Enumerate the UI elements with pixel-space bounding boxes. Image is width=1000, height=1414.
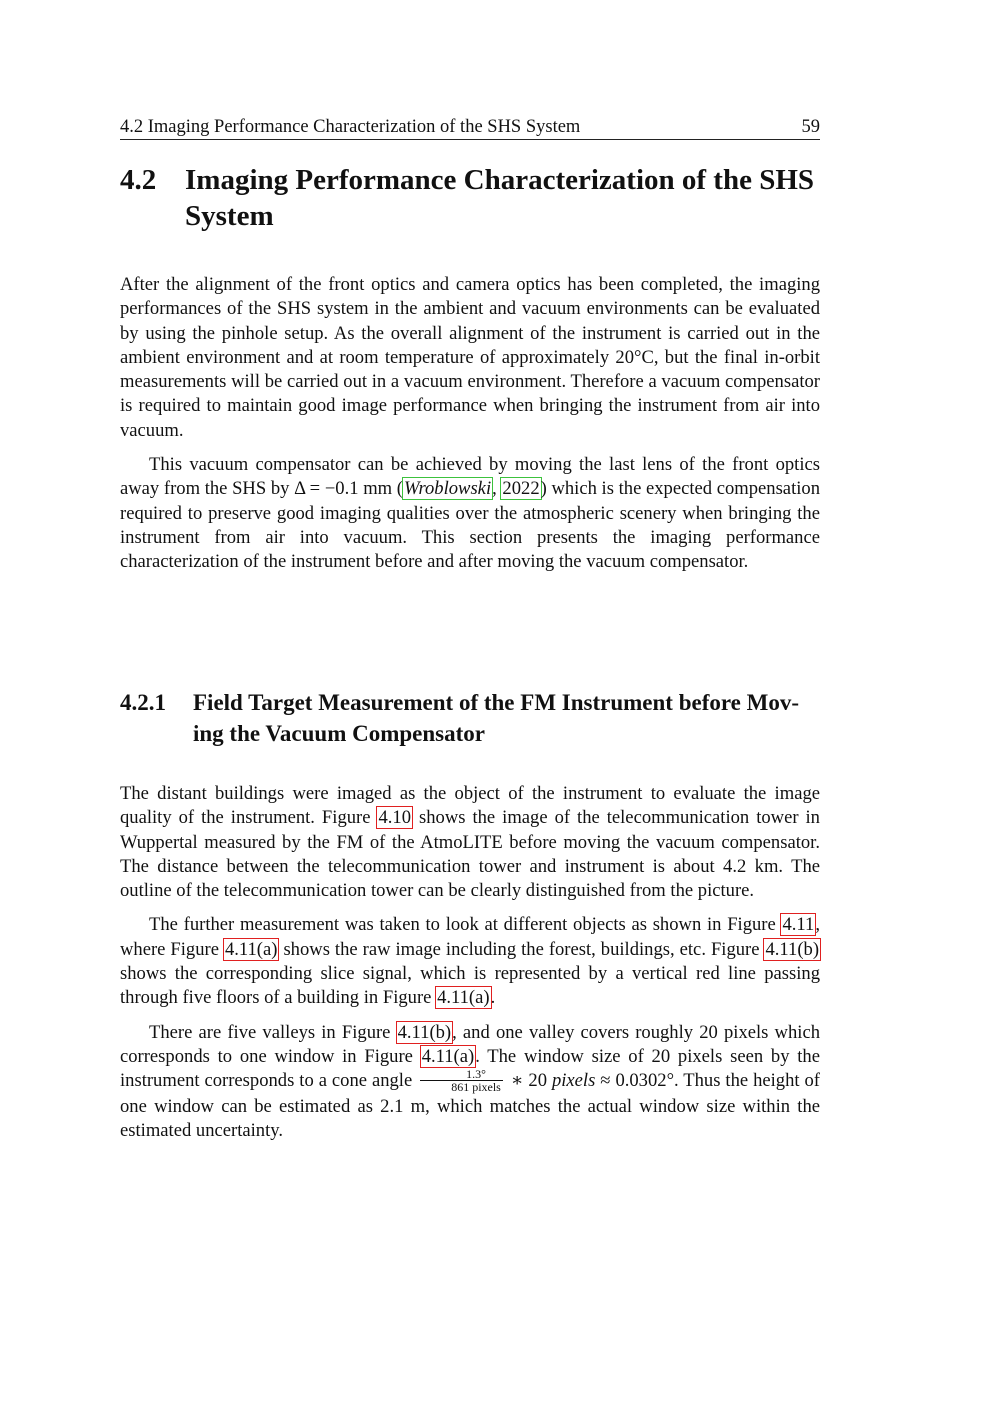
text-run: , where Figure (120, 914, 820, 960)
figure-link-4-10[interactable]: 4.10 (378, 807, 412, 829)
text-run: There are five valleys in Figure (149, 1021, 397, 1043)
running-header (120, 116, 820, 140)
citation-link-author[interactable]: Wroblowski (403, 478, 492, 500)
text-run: ) which is the expected compensation required to preserve good imaging qualities over the atmospheric scenery when bringing the instrument from air into vacuum. This section presents the imaging performance characterization of the instrument before and after moving the vacuum compensator. (120, 478, 820, 573)
text-run: ∗ 20 (505, 1070, 552, 1092)
subsection-paragraph-2 (120, 913, 820, 1010)
subsection-number: 4.2.1 (120, 690, 166, 715)
text-run: shows the corresponding slice signal, which is represented by a vertical red line passing through five floors of a building in Figure (120, 963, 820, 1009)
text-run: The distant buildings were imaged as the object of the instrument to evaluate the image quality of the instrument. Figure (120, 783, 820, 829)
text-run: shows the raw image including the forest, buildings, etc. Figure (278, 938, 765, 960)
running-header-title: 4.2 Imaging Performance Characterization of the SHS System (120, 117, 581, 137)
pixels-variable: pixels (551, 1070, 596, 1092)
subsection-title: Field Target Measurement of the FM Instrument before Moving the Vacuum Compensator (193, 690, 799, 746)
page-number: 59 (801, 117, 820, 137)
cone-angle-fraction (420, 1068, 503, 1093)
text-run: ≈ 0.0302°. Thus the height of one window can be estimated as 2.1 m, which matches the actual window size within the estimated uncertainty. (120, 1070, 820, 1141)
text-run: . (490, 987, 496, 1009)
figure-link-4-11b[interactable]: 4.11(b) (765, 938, 820, 960)
figure-link-4-11a[interactable]: 4.11(a) (224, 938, 278, 960)
subsection-paragraph-1 (120, 782, 820, 903)
section-body (120, 273, 820, 575)
fraction-numerator: 1.3° (420, 1068, 503, 1081)
figure-link-4-11a[interactable]: 4.11(a) (421, 1045, 475, 1067)
subsection-paragraph-3 (120, 1021, 820, 1143)
subsection-heading (120, 688, 820, 749)
section-paragraph-2 (120, 453, 820, 574)
section-title: Imaging Performance Characterization of the SHS System (185, 164, 815, 232)
text-run: , (492, 478, 502, 500)
fraction-denominator: 861 pixels (451, 1079, 501, 1094)
text-run: The further measurement was taken to look at different objects as shown in Figure (149, 914, 782, 936)
section-paragraph-1: After the alignment of the front optics and camera optics has been completed, the imaging performances of the SHS system in the ambient and vacuum environments can be evaluated by using the pinhole setup. As the overall alignment of the instrument is carried out in the ambient environment and at room temperature of approximately 20°C, but the final in-orbit measurements will be carried out in a vacuum environment. Therefore a vacuum compensator is required to maintain good image performance when bringing the instrument from air into vacuum. (120, 274, 820, 441)
text-run: . The window size of 20 pixels seen by the instrument corresponds to a cone angle (120, 1045, 820, 1092)
subsection-body (120, 782, 820, 1143)
figure-link-4-11[interactable]: 4.11 (782, 914, 815, 936)
text-run: shows the image of the telecommunication tower in Wuppertal measured by the FM of the AtmoLITE before moving the vacuum compensator. The distance between the telecommunication tower and instrument is about 4.2 km. The outline of the telecommunication tower can be clearly distinguished from the picture. (120, 807, 820, 902)
text-run: , and one valley covers roughly 20 pixels which corresponds to one window in Figure (120, 1021, 820, 1067)
section-number: 4.2 (120, 164, 157, 196)
citation-link-year[interactable]: 2022 (502, 478, 540, 500)
section-heading (120, 162, 820, 234)
figure-link-4-11a[interactable]: 4.11(a) (437, 987, 490, 1009)
text-run: This vacuum compensator can be achieved by moving the last lens of the front optics away from the SHS by Δ = −0.1 mm ( (120, 454, 820, 500)
figure-link-4-11b[interactable]: 4.11(b) (397, 1021, 452, 1043)
